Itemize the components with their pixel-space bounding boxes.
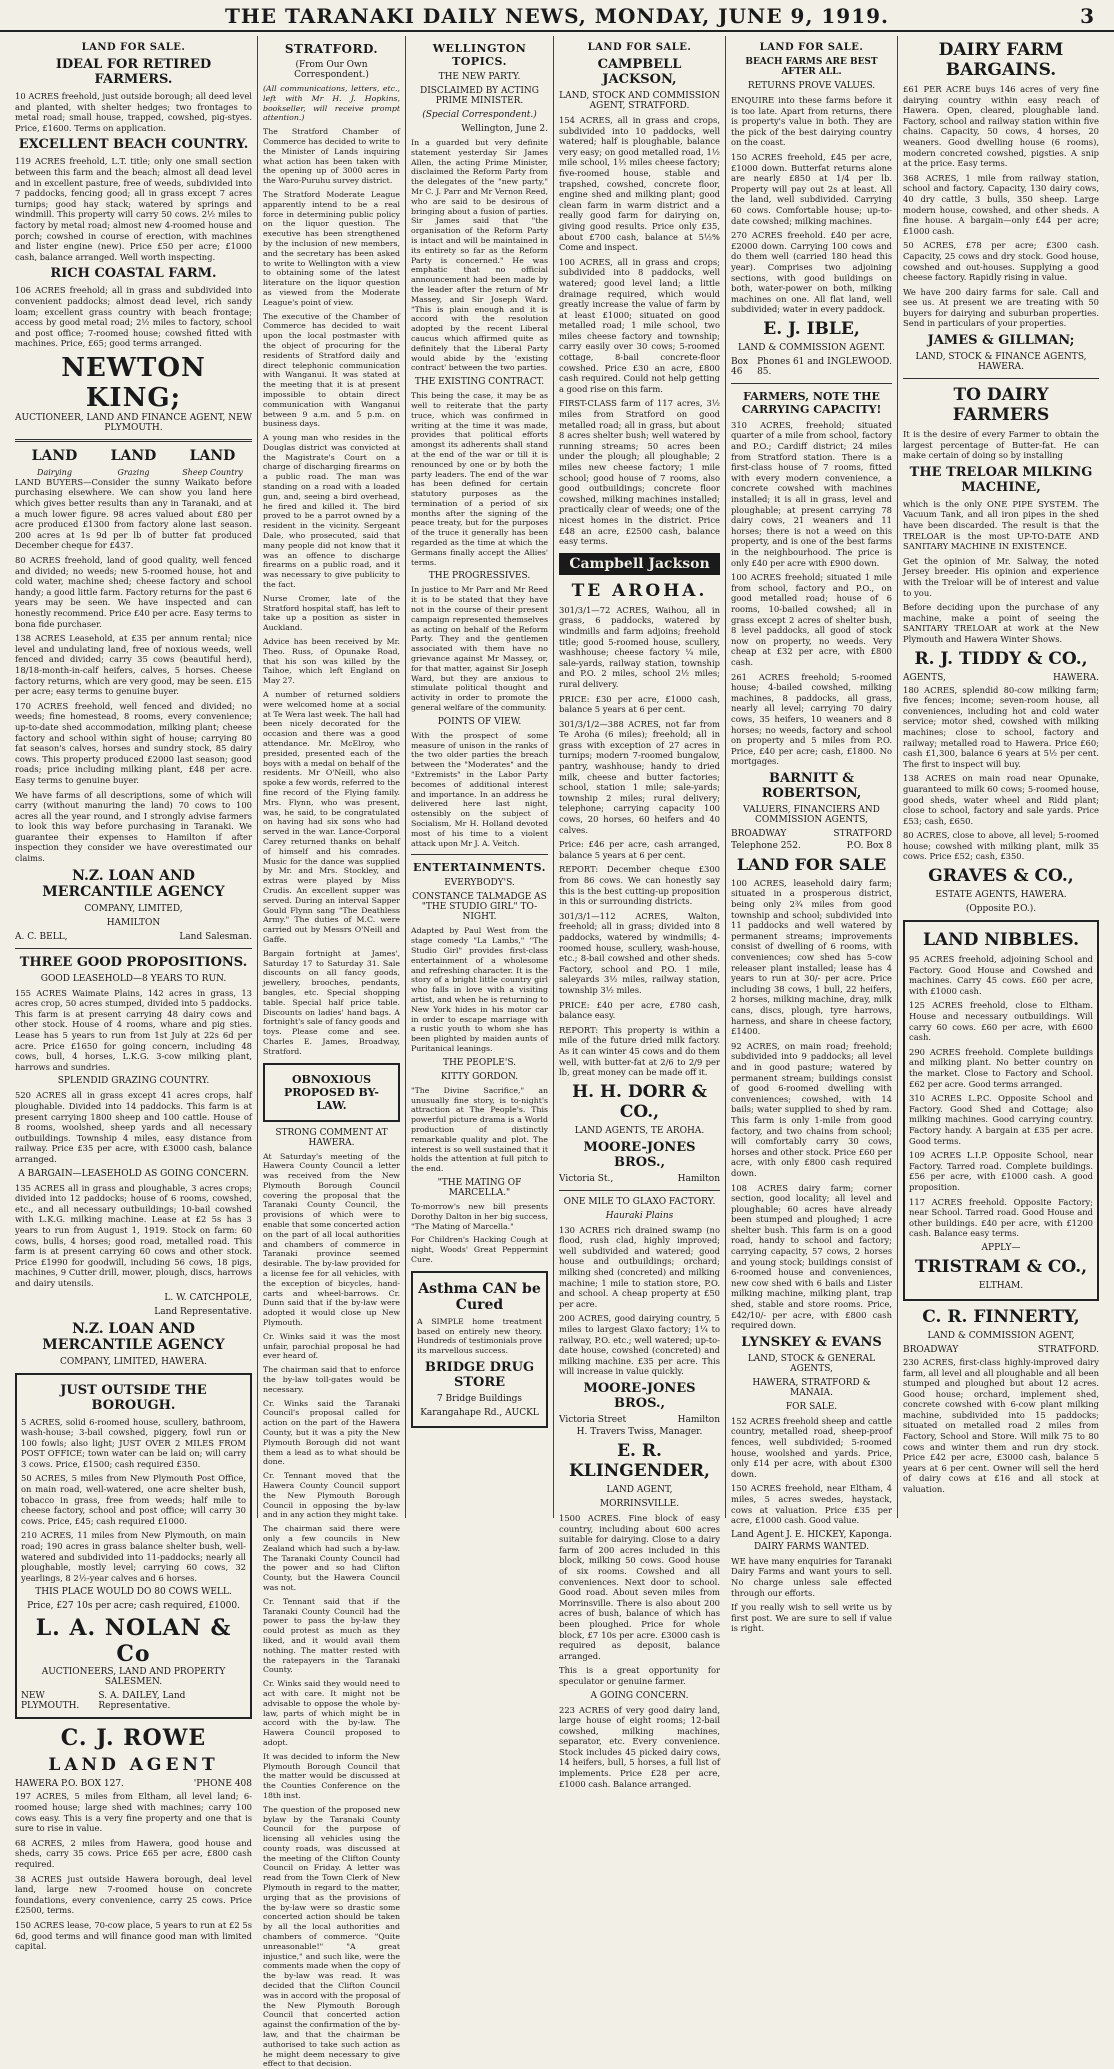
listing: 38 ACRES just outside Hawera borough, deal level land, large new 7-roomed house on concrete foundations, every convenience, carry 25 cows. Price £2500, terms. [15,1873,252,1916]
firm-location: (Opposite P.O.). [965,904,1037,915]
dateline: Wellington, June 2. [461,124,548,134]
ad-title: RICH COASTAL FARM. [50,266,217,282]
firm-location: TE AROHA. [571,580,708,601]
listing: We have farms of all descriptions, some of which will carry (without manuring the land) 70 cows to 100 acres all the year round, and I strongly advise farmers to look this way before purchasing in Taranaki. We guarantee their expenses to Hamilton if after inspection they consider we have overestimated our claims. [15,789,252,864]
firm-subtitle: AUCTIONEERS, LAND AND PROPERTY SALESMEN. [41,1667,226,1688]
listing: 261 ACRES freehold; 5-roomed house; 4-bailed cowshed, milking machines, 8 paddocks, all grass, nearly all level; carrying 70 dairy cows, 35 heifers, 10 weaners and 8 horses; no weeds, factory and school on property and 5 miles from P.O. Price, £40 per acre; cash, £1800. No mortgages. [731,671,892,767]
firm-location: NEW PLYMOUTH. [21,1691,80,1712]
listing: 150 ACRES freehold, £45 per acre, £1000 down. Butterfat returns alone are nearly £850 at 1/4 per lb. Property will pay out 2s at least. All the land, well subdivided. Carrying 60 cows. Comfortable house; up-to-date cowshed; milking machines. [731,151,892,226]
article-paragraph: Cr. Tennant moved that the Hawera County Council support the New Plymouth Borough Council in opposing the by-law and in any action they might take. [263,1471,400,1520]
listing: LAND BUYERS—Consider the sunny Waikato before purchasing elsewhere. We can show you land here which gives better results than any in Taranaki, and at a much lower figure. 98 acres valued about £80 per acre produced £1300 from factory alone last season. 200 acres at 1s 9d per lb of butter fat produced December cheque for £437. [15,476,252,551]
article-paragraph: A young man who resides in the Douglas district was convicted at the Magistrate's Court on a charge of discharging firearms on a public road. The man was standing on a road with a loaded gun, and, seeing a bird overhead, he fired and killed it. The bird proved to be a parrot owned by a resident in the vicinity. Sergeant Dale, who prosecuted, said that many people did not know that it was an offence to discharge firearms on a public road, and it was necessary to give publicity to the fact. [263,433,400,590]
section-header: LAND FOR SALE. [759,42,864,53]
ad-firm: BRIDGE DRUG STORE [424,1359,535,1390]
ad-subtitle: A BARGAIN—LEASEHOLD AS GOING CONCERN. [18,1168,249,1179]
ad-body: A SIMPLE home treatment based on entirely new theory. Hundreds of testimonials prove its marvellous success. [417,1316,542,1356]
firm-name: E. J. IBLE, [763,318,860,339]
section-subtitle: THE PEOPLE'S. [442,1057,517,1068]
firm-name: MOORE-JONES BROS., [583,1381,696,1411]
ad-title: DAIRY FARM BARGAINS. [938,40,1064,80]
firm-location-row [731,829,892,839]
section-header: ENTERTAINMENTS. [413,861,546,875]
article-paragraph: To-morrow's new bill presents Dorothy Dalton in her big success, "The Mating of Marcella." [411,1201,548,1231]
land-heading: LAND [189,447,236,464]
firm-name: C. R. FINNERTY, [922,1306,1080,1327]
column-5 [726,36,898,1634]
listing: 310 ACRES L.P.C. Opposite School and Factory. Good Shed and Cottage; also milking machines. Good carrying country. Factory handy. A bargain at £35 per acre. Good terms. [909,1093,1093,1146]
land-heading: LAND [31,447,78,464]
firm-name: LYNSKEY & EVANS [741,1334,882,1350]
firm-location: HAMILTON [106,917,161,928]
ad-title: IDEAL FOR RETIRED FARMERS. [55,57,212,87]
article-note: (All communications, letters, etc., left with Mr H. J. Hopkins, bookseller, will receive prompt attention.) [263,84,400,123]
divider [411,854,548,855]
listing: If you really wish to sell write us by first post. We are sure to sell if value is right. [731,1602,892,1634]
listing-price: PRICE: £30 per acre, £1000 cash, balance 5 years at 6 per cent. [559,693,720,715]
listing: 368 ACRES, 1 mile from railway station, school and factory. Capacity, 130 dairy cows, 40 dry cattle, 3 bulls, 350 sheep. Large modern house, cowshed, and other sheds. A fine house. A bargain—only £44 per acre; £1000 cash. [903,172,1099,236]
listing: 1500 ACRES. Fine block of easy country, including about 600 acres suitable for dairying. Close to a dairy farm of 200 acres included in this block, milking 50 cows. Good house of six rooms. Cowshed and all conveniences. Next door to school. Good road. About seven miles from Morrinsville. There is also about 200 acres of bush, balance of which has been ploughed. Price for whole block, £7 10s per acre. £3000 cash is required as deposit, balance arranged. [559,1513,720,1661]
signature-name: L. W. CATCHPOLE, [164,1292,252,1303]
section-subtitle: (From Our Own Correspondent.) [294,60,369,80]
firm-subtitle: LAND AGENT [48,1755,219,1776]
ad-title: ONE MILE TO GLAXO FACTORY. [563,1196,716,1207]
listing: 310 ACRES, freehold; situated quarter of a mile from school, factory and P.O.; Cardiff district; 24 miles from Stratford station. There is a first-class house of 7 rooms, fitted with every modern convenience, a concrete cowshed with machines installed; it is all in grass, level and ploughable; at present carrying 78 dairy cows, 21 weaners and 11 horses; there is not a weed on this property, and is one of the best farms in the neighbourhood. The price is only £40 per acre with £900 down. [731,419,892,568]
firm-subtitle: LAND & COMMISSION AGENT. [737,342,886,353]
masthead [0,0,1114,32]
section-subtitle: THE NEW PARTY. [438,72,521,82]
signature-name: J. E. HICKEY, [786,1529,847,1540]
firm-address: Victoria Street [559,1415,627,1425]
firm-location-row [15,1779,252,1789]
land-heading-row [15,448,252,464]
signature-row [15,932,252,942]
bylaw-headline-box [263,1063,400,1122]
ad-body: Before deciding upon the purchase of any machine, make a point of seeing the SANITARY TRELOAR at work at the New Plymouth and Hawera Winter Shows. [903,602,1099,644]
ad-subtitle: Hauraki Plains [605,1210,674,1221]
firm-location-row [21,1691,246,1711]
firm-manager: H. Travers Twiss, Manager. [576,1427,703,1437]
firm-location-row [903,1345,1099,1355]
listing: 270 ACRES freehold. £40 per acre, £2000 down. Carrying 100 cows and do them well (carried 180 head this year). Comprises two adjoining sections, with good buildings on both, water-power on both, milking machines on one. All flat land, well subdivided; water in every paddock. [731,230,892,315]
ad-note: THIS PLACE WOULD DO 80 COWS WELL. [35,1587,232,1598]
divider [731,383,892,384]
listing: 230 ACRES, first-class highly-improved dairy farm, all level and all ploughable and all been stumped and ploughed but about 12 acres. Good house; orchard, implement shed, concrete cowshed with 6-cow plant milking machine, subdivided into 15 paddocks; situated on metalled road 2 miles from Factory, School and Store. Will milk 75 to 80 cows and winter them and run dry stock. Price £42 per acre, £3000 cash, balance 5 years at 6 per cent. Owner will sell the herd of dairy cows at £16 and all stock at valuation. [903,1356,1099,1495]
land-subheading: Grazing [117,467,150,477]
ad-title: LAND FOR SALE [736,854,887,874]
firm-street: BROADWAY [903,1344,959,1355]
article-paragraph: The question of the proposed new bylaw by the Taranaki County Council for the purpose of licensing all vehicles using the county roads, was discussed at the meeting of the Clifton County Council on Friday. A letter was read from the Town Clerk of New Plymouth in regard to the matter, urging that as the provisions of the by-law were so drastic some concerted action should be taken by all the local authorities and chambers of commerce. "Quite unreasonable!" "A great injustice," and such like, were the comments made when the copy of the by-law was read. It was decided that the Clifton Council was in accord with the proposal of the New Plymouth Borough Council that concerted action against the confirmation of the by-law, and that the chairman be authorised to take such action as he might deem necessary to give effect to that decision. [263,1804,400,2069]
article-paragraph: Nurse Cromer, late of the Stratford hospital staff, has left to take up a position as sister in Auckland. [263,593,400,633]
firm-subtitle: COMPANY, LIMITED, HAWERA. [59,1356,208,1367]
article-paragraph: In a guarded but very definite statement yesterday Sir James Allen, the acting Prime Minister, disclaimed the Reform Party from the delegates of the "new party," Mr C. J. Parr and Mr Vernon Reed, who are said to be desirous of bringing about a fusion of parties. Sir James said that "the organisation of the Reform Party is intact and will be maintained in its entirety so far as the Reform Party is concerned." He was emphatic that no official announcement had been made by the leader after the return of Mr Massey, and Sir Joseph Ward. "This is plain enough and it is accord with the resolution adopted by the recent Liberal caucus which affirmed quite as definitely that the Liberal Party would abide by the 'existing contract' between the two parties. [411,138,548,373]
firm-name: H. H. DORR & CO., [572,1081,707,1122]
firm-subtitle: LAND & COMMISSION AGENT, [927,1330,1075,1341]
firm-name: N.Z. LOAN AND MERCANTILE AGENCY [42,867,225,900]
signature-role: Land Salesman. [179,931,252,942]
article-paragraph: A number of returned soldiers were welcomed home at a social at Te Wera last week. The hall had been nicely decorated for the occasion and there was a good attendance. Mr. McElroy, who presided, presented each of the boys with a medal on behalf of the residents. Mr O'Neill, who also spoke a few words, referred to the fine record of the Flying family. Mrs. Flynn, who was present, was, he said, to be congratulated on having had six sons who had served in the war. Lance-Corporal Carey returned thanks on behalf of himself and his comrades. Music for the dance was supplied by Mr. and Mrs. Stockley, and extras were played by Miss Crudis. An excellent supper was served. During an interval Sapper Gould Flynn sang "The Deathless Army." The duties of M.C. were carried out by Messrs O'Neill and Gaffe. [263,690,400,944]
firm-city: STRATFORD [833,828,892,839]
firm-city: INGLEWOOD. [827,356,892,367]
listing: 92 ACRES, on main road; freehold; subdivided into 9 paddocks; all level and in good pasture; watered by permanent stream; buildings consist of good 6-roomed dwelling with conveniences; cowshed, with 14 bails; water supplied to shed by ram. This farm is only 1-mile from good factory, and two chains from school; will comfortably carry 30 cows, horses and other stock. Price £60 per acre, with only £800 cash required down. [731,1040,892,1178]
land-nibbles-box [903,920,1099,1301]
firm-location: MORRINSVILLE. [599,1499,680,1509]
article-paragraph: Advice has been received by Mr. Theo. Russ, of Opunake Road, that his son was killed by the Taihoe, which left England on May 27. [263,637,400,686]
newspaper-title: THE TARANAKI DAILY NEWS, MONDAY, JUNE 9, 1919. [224,4,889,28]
section-subtitle: DISCLAIMED BY ACTING PRIME MINISTER. [420,86,539,106]
listing: 200 ACRES, good dairying country, 5 miles to largest Glaxo factory; 1¼ to railway, P.O. etc.; well watered; up-to-date house, cowshed (concreted) and milking machine. £35 per acre. This will increase in value quickly. [559,1313,720,1377]
firm-city: STRATFORD. [1037,1344,1099,1355]
firm-name: R. J. TIDDY & CO., [914,648,1088,669]
listing: 109 ACRES L.I.P. Opposite School, near Factory. Tarred road. Complete buildings. £56 per acre, with £1000 cash. A good proposition. [909,1150,1093,1192]
firm-street: BROADWAY [731,828,787,839]
firm-city: Hamilton [677,1173,720,1184]
ad-title: Asthma CAN be Cured [418,1280,541,1313]
firm-name: NEWTON KING; [61,352,206,413]
article-paragraph: The chairman said there were only a few councils in New Zealand which had such a by-law. The Taranaki County Council had the power and so had Clifton County, but the Hawera Council was not. [263,1524,400,1592]
article-paragraph: This being the case, it may be as well to reiterate that the party truce, which was confirmed in writing at the time it was made, provides that political efforts amongst its adherents shall stand at the end of the war or till it is renounced by one or by both the party leaders. The end of the war has been defined for certain statutory purposes as the termination of a period of six months after the signing of the peace treaty, but for the purposes of the truce it generally has been regarded as the time at which the Germans finally accept the Allies' terms. [411,391,548,567]
listing: 170 ACRES freehold, well fenced and divided; no weeds; fine homestead, 8 rooms, every convenience; up-to-date shed accommodation, milking plant; cheese factory and school within sight of house; carrying 80 fat season's calves, horses and sundry stock, 85 dairy cows. This property produced £2000 last season; good roads; price including milking plant, £48 per acre. Easy terms to genuine buyer. [15,700,252,785]
listing: FIRST-CLASS farm of 117 acres, 3½ miles from Stratford on good metalled road; all in grass, but about 8 acres shelter bush; well watered by running streams; 50 acres been under the plough; all ploughable; 2 miles new cheese factory; 1 mile school; good house of 7 rooms, also good outbuildings; concrete floor cowshed, milking machines installed; practically clear of weeds; one of the nicest homes in the district. Price £48 an acre, £2500 cash, balance easy terms. [559,398,720,547]
ad-subtitle: SPLENDID GRAZING COUNTRY. [57,1076,210,1087]
listing: 138 ACRES on main road near Opunake, guaranteed to milk 60 cows; 5-roomed house, good sheds, water wheel and Ridd plant; close to school, factory and sale yards. Price £53; cash, £650. [903,773,1099,826]
listing: 100 ACRES, leasehold dairy farm; situated in a prosperous district, being only 2¾ miles from good township and school; subdivided into 11 paddocks and well watered by permanent streams; improvements consist of dwelling of 6 rooms, with conveniences; cow shed has 5-cow releaser plant installed; lease has 4 years to run at 30/- per acre. Price including 38 cows, 1 bull, 22 heifers, 2 horses, milking machine, dray, milk cans, discs, plough, tyre harrows, harness, and share in cheese factory, £1400. [731,877,892,1037]
ad-title: BEACH FARMS ARE BEST AFTER ALL. [745,57,878,77]
column-2 [258,36,406,2069]
firm-name: L. A. NOLAN & Co [35,1615,232,1668]
article-paragraph: It was decided to inform the New Plymouth Borough Council that the matter would be discussed at the Counties Conference on the 18th inst. [263,1751,400,1800]
firm-subtitle: VALUERS, FINANCIERS AND COMMISSION AGENTS, [743,804,880,825]
listing: 50 ACRES, 5 miles from New Plymouth Post Office, on main road, well-watered, one acre shelter bush, tobacco in grass, free from weeds; half mile to cheese factory, school and post office; will carry 30 cows. Price, £45; cash required £1000. [21,1473,246,1526]
listing: 155 ACRES Waimate Plains, 142 acres in grass, 13 acres crop, 50 acres stumped, divided into 5 paddocks. This farm is at present carrying 48 dairy cows and other stock. House of 4 rooms, whare and pig sties. Lease has 5 years to run from 1st July at 22s 6d per acre. Price £1650 for going concern, including 48 cows, bull, 4 horses, L.K.G. 3-cow milking plant, harrows and sundries. [15,987,252,1072]
divider [15,948,252,949]
section-subtitle: CONSTANCE TALMADGE AS "THE STUDIO GIRL" TO-NIGHT. [412,892,547,923]
firm-name: BARNITT & ROBERTSON, [761,770,862,801]
section-subtitle: KITTY GORDON. [440,1071,519,1082]
firm-representative: S. A. DAILEY, Land Representative. [98,1691,186,1712]
firm-location: ELTHAM. [978,1280,1024,1291]
listing: 5 ACRES, solid 6-roomed house, scullery, bathroom, wash-house; 3-bail cowshed, piggery, fowl run or 100 fowls; also light; JUST OVER 2 MILES FROM POST OFFICE; town water can be laid on; will carry 3 cows. Price, £1500; cash required £350. [21,1416,246,1469]
firm-name: N.Z. LOAN AND MERCANTILE AGENCY [42,1320,225,1353]
listing: 117 ACRES freehold. Opposite Factory; near School. Tarred road. Good House and other buildings. £40 per acre, with £1200 cash. Balance easy terms. [909,1196,1093,1239]
listing-price: PRICE: £40 per acre, £780 cash, balance easy. [559,999,720,1021]
firm-phone: Phones 61 and 85. [757,356,825,377]
divider [15,439,252,442]
listing: 154 ACRES, all in grass and crops, subdivided into 10 paddocks, well watered; half is ploughable, balance very easy; on good metalled road, 1½ mile school, 1½ miles cheese factory; five-roomed house, stable and trapshed, cowshed, concrete floor, engine shed and milking plant; good clean farm in warm district and a really good farm for dairying on, giving good results. Price only £35, about £700 cash, balance at 5½% Come and inspect. [559,115,720,253]
article-paragraph: Cr. Winks said the Taranaki Council's proposal called for action on the part of the Hawera County, but it was a pity the New Plymouth Borough did not want them a lead as to what should be done. [263,1398,400,1467]
firm-location: HAWERA, STRATFORD & MANAIA. [752,1377,871,1398]
firm-location-row [559,1415,720,1425]
firm-subtitle: LAND AGENTS, TE AROHA. [574,1125,705,1136]
ad-title: JUST OUTSIDE THE BOROUGH. [60,1382,207,1413]
ad-subtitle: GOOD LEASEHOLD—8 YEARS TO RUN. [40,973,227,984]
signature-city: Kaponga. [848,1529,892,1540]
firm-name: JAMES & GILLMAN; [927,333,1075,349]
listing: 223 ACRES of very good dairy land, large house of eight rooms; 12-bail cowshed, milking machines, separator, etc. Every convenience. Stock includes 45 picked dairy cows, 14 heifers, bull, 5 horses, a full list of implements. Price £28 per acre, £1000 cash. Balance arranged. [559,1704,720,1789]
apply-label: APPLY— [981,1242,1021,1253]
listing: 100 ACRES, all in grass and crops; subdivided into 8 paddocks, well watered; good level land; a little drainage required, which would greatly increase the value of farm by at least £1000; situated on good metalled road; 1 mile school, two miles cheese factory and township; carry easily over 30 cows; 5-roomed cottage, 8-bail concrete-floor cowshed. Price £30 an acre, £800 cash required. Could not help getting a good rise on this farm. [559,256,720,394]
listing: 150 ACRES lease, 70-cow place, 5 years to run at £2 5s 6d, good terms and will finance good man with limited capital. [15,1919,252,1952]
listing: 301/3/1—72 ACRES, Waihou, all in grass, 6 paddocks, watered by windmills and farm adjoins; freehold title; good 5-roomed house, scullery, washhouse; cheese factory ¼ mile, sale-yards, railway station, township and P.O. 2 miles, school 2½ miles; rural delivery. [559,604,720,689]
ad-title: FARMERS, NOTE THE CARRYING CAPACITY! [741,389,882,416]
section-header: LAND FOR SALE. [81,42,186,53]
land-subheading-row [15,468,252,477]
article-paragraph: The executive of the Chamber of Commerce has decided to wait upon the local postmaster with the object of procuring for the residents of Stratford daily and direct telephonic communication with Wanganui. It was stated at the meeting that it is at present impossible to obtain direct communication with Wanganui between 9 a.m. and 5 p.m. on business days. [263,311,400,429]
divider [559,1190,720,1191]
listing-report: REPORT: This property is within a mile of the future dried milk factory. As it can winter 45 cows and do them well, with butter-fat at 2/6 to 2/9 per lb, great money can be made off it. [559,1024,720,1078]
ad-title: A GOING CONCERN. [590,1690,689,1701]
firm-phone: Telephone 252. [731,840,801,851]
section-header: WELLINGTON TOPICS. [432,42,527,68]
firm-city: HAWERA. [1053,672,1099,683]
listing: 119 ACRES freehold, L.T. title; only one small section between this farm and the beach; almost all dead level and in excellent pasture, free of weeds, subdivided into 7 paddocks, fencing good; all in grass except 7 acres turnips; good hay stack; watered by springs and windmill. This property will carry 50 cows. 2½ miles to factory by metal road; almost new 4-roomed house and porch; cowshed in course of erection, with machines and lister engine (new). Price £50 per acre; £1000 cash, balance arranged. Well worth inspecting. [15,156,252,262]
column-3 [406,36,554,1518]
ad-address: Karangahape Rd., AUCKL [420,1407,539,1418]
listing: 301/3/1—112 ACRES, Walton, freehold; all in grass; divided into 8 paddocks, watered by windmills; 4-roomed house, scullery, wash-house, etc.; 8-bail cowshed and other sheds. Factory, school and P.O. 1 mile, saleyards 3½ miles, railway station, township 3½ miles. [559,910,720,995]
section-subtitle: EVERYBODY'S. [444,878,515,889]
firm-location-row [731,357,892,377]
signature-name: A. C. BELL, [15,931,68,942]
ad-subtitle: RETURNS PROVE VALUES. [747,81,876,91]
listing: 68 ACRES, 2 miles from Hawera, good house and sheds, carry 35 cows. Price £65 per acre, £800 cash required. [15,1837,252,1869]
ad-body: which is the only ONE PIPE SYSTEM. The Vacuum Tank, and all iron pipes in the shed have been discarded. The result is that the TRELOAR is the most UP-TO-DATE AND SANITARY MACHINE IN EXISTENCE. [903,498,1099,552]
ad-body: It is the desire of every Farmer to obtain the largest percentage of Butter-fat. He can make certain of doing so by installing [903,429,1099,461]
listing: 95 ACRES freehold, adjoining School and Factory. Good House and Cowshed and machines. Carry 45 cows. £60 per acre, with £1000 cash. [909,954,1093,996]
firm-address: Victoria St., [559,1173,614,1184]
article-subhead: STRONG COMMENT AT HAWERA. [275,1127,388,1148]
listing: £61 PER ACRE buys 146 acres of very fine dairying country within easy reach of Hawera. Open, cleared, ploughable land. Factory, school and railway station within five chains. Capacity, 50 cows, 4 horses, 20 weaners. Good dwelling house (6 rooms), modern concreted cowshed, pigsties. A snip at the price. Easy terms. [903,84,1099,169]
listing: 100 ACRES freehold; situated 1 mile from school, factory and P.O., on good metalled road; house of 6 rooms, 10-bailed cowshed; all in grass except 2 acres of shelter bush, 8 level paddocks, all good of stock now on property, no weeds. Very cheap at £32 per acre, with £800 cash. [731,572,892,667]
signature-role: Land Agent [731,1529,784,1540]
section-header: LAND FOR SALE. [587,42,692,53]
listing: 108 ACRES dairy farm; corner section, good locality; all level and ploughable; 60 acres have already been stumped and ploughed; 1 acre shelter bush. This farm is on a good road, handy to school and factory; carrying capacity, 57 cows, 2 horses and young stock; buildings consist of 6-roomed house and conveniences, new cow shed with 6 bails and Lister milking machine, milking plant, trap shed, stable and store rooms. Price, £42/10/- per acre, with £800 cash required down. [731,1182,892,1331]
article-paragraph: Cr. Winks said it was the most unfair, parochial proposal he had ever heard of. [263,1331,400,1361]
article-paragraph: Cr. Tennant said that if the Taranaki County Council had the power to pass the by-law they could protest as much as they liked, and it would avail them nothing. The matter rested with the ratepayers in the Taranaki County. [263,1596,400,1675]
listing: 180 ACRES, splendid 80-cow milking farm; five fences; income; seven-room house, all conveniences, including hot and cold water service; motor shed, cowshed with milking machines; close to school, factory and railway; metalled road to Hawera. Price £60; cash £1,300, balance 6 years at 5½ per cent. The first to inspect will buy. [903,684,1099,769]
asthma-ad [411,1271,548,1428]
listing: 80 ACRES, close to above, all level; 5-roomed house; cowshed with milking plant, milk 35 cows. Price £52; cash, £350. [903,830,1099,862]
firm-role: AGENTS, [903,672,946,683]
listing: 197 ACRES, 5 miles from Eltham, all level land; 6-roomed house; large shed with machines; carry 100 cows easy. This is a very fine property and one that is sure to rise in value. [15,1791,252,1834]
firm-subtitle: ESTATE AGENTS, HAWERA. [935,890,1067,901]
firm-subtitle: LAND, STOCK & GENERAL AGENTS, [747,1353,876,1374]
page-columns [10,36,1104,2069]
firm-subtitle: LAND, STOCK & FINANCE AGENTS, HAWERA. [915,352,1087,373]
firm-name: C. J. ROWE [60,1725,207,1752]
article-paragraph: The chairman said that to enforce the by-law toll-gates would be necessary. [263,1365,400,1394]
firm-subtitle: LAND AGENT, [606,1485,673,1495]
article-paragraph: Bargain fortnight at James', Saturday 17 to Saturday 31. Sale discounts on all fancy goods, jewellery, brooches, pendants, bangles, etc. Special shopping table. Special half price table. Discounts on ladies' hand bags. A fortnight's sale of fancy goods and toys. Please come and see. Charles E. James, Broadway, Stratford. [263,948,400,1056]
article-paragraph: At Saturday's meeting of the Hawera County Council a letter was received from the New Plymouth Borough Council covering the proposal that the Taranaki County Council, the provisions of which were to enable that some concerted action on the part of all local authorities and chambers of commerce in Taranaki province seemed desirable. The by-law provided for a license fee for all vehicles, with the exception of bicycles, hand-carts and wheel-barrows. Cr. Dunn said that if the by-law were adopted it would close up New Plymouth. [263,1151,400,1328]
firm-banner: Campbell Jackson [559,553,720,575]
firm-box: Box 46 [731,356,749,377]
firm-subtitle: COMPANY, LIMITED, [84,903,183,914]
land-subheading: Sheep Country [182,467,243,477]
listing: 130 ACRES rich drained swamp (no flood, rush clad, highly improved; well subdivided and watered; good house and outbuildings; orchard; milking shed (concreted) and milking machine; 1 mile to station store, P.O. and school. A cheap property at £50 per acre. [559,1224,720,1309]
firm-phone: 'PHONE 408 [193,1779,252,1790]
listing-price: Price: £46 per acre, cash arranged, balance 5 years at 6 per cent. [559,839,720,860]
article-subhead: THE PROGRESSIVES. [428,571,531,582]
land-heading: LAND [110,447,157,464]
firm-location-row [559,1174,720,1184]
listing: We have 200 dairy farms for sale. Call and see us. At present we are treating with 50 buyers for dairying and suburban properties. Send in particulars of your properties. [903,286,1099,329]
firm-location: HAWERA P.O. BOX 127. [15,1779,124,1790]
listing: 520 ACRES all in grass except 41 acres crops, half ploughable. Divided into 14 paddocks. This farm is at present carrying 1800 sheep and 100 cattle. House of 8 rooms, woolshed, sheep yards and all necessary outbuildings. Township 4 miles, easy distance from railway. Price £35 per acre, with £3000 cash, balance arranged. [15,1090,252,1164]
listing: 301/3/1/2—388 ACRES, not far from Te Aroha (6 miles); freehold; all in grass with exception of 27 acres in turnips; modern 7-roomed bungalow, pantry, washhouse; handy to dried milk, cheese and butter factories; school, station 1 mile; sale-yards; township 2 miles; rural delivery; telephone; carrying capacity 100 cows, 20 horses, 60 heifers and 40 calves. [559,718,720,835]
article-subhead: THE EXISTING CONTRACT. [414,377,545,388]
listing: 50 ACRES, £78 per acre; £300 cash. Capacity, 25 cows and dry stock. Good house, cowshed and out-houses. Supplying a good cheese factory. Rapidly rising in value. [903,240,1099,283]
section-subtitle: (Special Correspondent.) [422,110,537,120]
listing: 152 ACRES freehold sheep and cattle country, metalled road, sheep-proof fences, well subdivided; 5-roomed house, woolshed and yards. Price, only £14 per acre, with about £300 down. [731,1415,892,1479]
listing: 150 ACRES freehold, near Eltham, 4 miles, 5 acres swedes, haystack, cows at valuation. Price £35 per acre, £1000 cash. Good value. [731,1483,892,1526]
section-header: STRATFORD. [284,42,379,56]
page-number: 3 [1080,4,1094,28]
article-paragraph: "The Divine Sacrifice," an unusually fine story, is to-night's attraction at The People's. This powerful picture drama is a World production of distinctly remarkable quality and plot. The interest is so well sustained that it holds the attention at full pitch to the end. [411,1085,548,1174]
firm-name: MOORE-JONES BROS., [583,1139,696,1170]
ad-product: THE TRELOAR MILKING MACHINE, [909,464,1093,495]
ad-note: Price, £27 10s per acre; cash required, £1000. [27,1601,240,1612]
ad-title: FOR SALE. [785,1401,838,1412]
signature-row [731,1530,892,1540]
ad-title: THREE GOOD PROPOSITIONS. [19,954,248,970]
ad-body: Get the opinion of Mr. Salway, the noted Jersey breeder. His opinion and experience with the Treloar will be of interest and value to you. [903,555,1099,598]
column-1 [10,36,258,1952]
firm-box: P.O. Box 8 [846,840,892,851]
signature-role: Land Representative. [154,1306,252,1317]
firm-name: CAMPBELL JACKSON, [597,57,682,87]
ad-title: LAND NIBBLES. [922,930,1080,951]
article-paragraph: The Stratford Chamber of Commerce has decided to write to the Minister of Lands inquiring what action has been taken with the opening up of 3000 acres in the Waro-Puruhu survey district. [263,127,400,186]
article-subhead: POINTS OF VIEW. [437,716,522,727]
column-4 [554,36,726,1789]
land-subheading: Dairying [37,467,72,477]
listing: 125 ACRES freehold, close to Eltham. House and necessary outbuildings. Will carry 60 cows. £60 per acre, with £600 cash. [909,1000,1093,1043]
listing: 290 ACRES freehold. Complete buildings and milking plant. No better country on the market. Close to Factory and School. £62 per acre. Good terms arranged. [909,1046,1093,1089]
article-paragraph: For Children's Hacking Cough at night, Woods' Great Peppermint Cure. [411,1235,548,1264]
ad-title: EXCELLENT BEACH COUNTRY. [18,137,249,153]
ad-title: DAIRY FARMS WANTED. [753,1541,870,1552]
listing: WE have many enquiries for Taranaki Dairy Farms and want yours to sell. No charge unless sale effected through our efforts. [731,1555,892,1598]
article-paragraph: The Stratford Moderate League apparently intend to be a real force in determining public policy on the liquor question. The executive has been strengthened by the inclusion of new members, and the secretary has been asked to write to Wellington with a view to obtaining some of the latest literature on the liquor question as viewed from the Moderate League's point of view. [263,189,400,307]
listing: 135 ACRES all in grass and ploughable, 3 acres crops; divided into 12 paddocks; house of 6 rooms, cowshed, etc., and all necessary outbuildings; 10-bail cowshed with L.K.G. milking machine. Lease at £2 5s has 3 years to run from August 1, 1919. Stock on farm: 60 cows, bulls, 4 horses; good road, metalled road. This farm is at present carrying 60 cows and other stock. Price £1990 for goodwill, including 56 cows, 18 pigs, machines, 9 Cutter drill, mower, plough, discs, harrows and dairy utensils. [15,1182,252,1288]
firm-name: E. R. KLINGENDER, [569,1441,710,1481]
column-6 [898,36,1104,1518]
listing-note: This is a great opportunity for speculator or genuine farmer. [559,1665,720,1686]
article-paragraph: Adapted by Paul West from the stage comedy "La Lambs," "The Studio Girl" provides first-class entertainment of a wholesome and refreshing character. It is the story of a bright little country girl who falls in love with a visiting artist, and when he is returning to New York hides in his motor car in order to escape marriage with a rustic youth to whom she has been plighted by maiden aunts of Puritanical leanings. [411,926,548,1053]
listing: 10 ACRES freehold, just outside borough; all deed level and planted, with shelter hedges; two frontages to metal road; small house, trapped, cowshed, pig-styes. Price, £1600. Terms on application. [15,91,252,133]
firm-subtitle: LAND, STOCK AND COMMISSION AGENT, STRATFORD. [559,91,720,111]
divider [903,378,1099,379]
firm-contact-row [731,841,892,851]
ad-address: 7 Bridge Buildings [436,1393,523,1404]
article-headline: OBNOXIOUS PROPOSED BY-LAW. [284,1072,379,1112]
ad-title: TO DAIRY FARMERS [952,385,1050,426]
article-paragraph: With the prospect of some measure of unison in the ranks of the two older parties the breach between the "Moderates" and the "Extremists" in the Labor Party becomes of additional interest and importance. In an address he delivered here last night, ostensibly on the subject of Socialism, Mr H. Holland devoted most of his time to a violent attack upon Mr J. A. Veitch. [411,730,548,848]
listing: 138 ACRES Leasehold, at £35 per annum rental; nice level and undulating land, free of noxious weeds, well fenced and divided; carry 35 cows (beautiful herd), 18/18-month-in-calf heifers, calves, 5 horses. Cheese factory returns, which are very good, may be seen. £15 per acre; easy terms to genuine buyer. [15,633,252,697]
listing-report: REPORT: December cheque £300 from 86 cows. We can honestly say this is the best cutting-up proposition in this or surrounding districts. [559,864,720,907]
listing: 80 ACRES freehold, land of good quality, well fenced and divided; no weeds; new 5-roomed house, hot and cold water, machine shed; cheese factory and school handy; a good little farm. Factory returns for the past 6 years may be seen. We have inspected and can honestly recommend. Price £40 per acre. Easy terms to bona fide purchaser. [15,555,252,629]
article-paragraph: In justice to Mr Parr and Mr Reed it is to be stated that they have not in the course of their present campaign represented themselves as acting on behalf of the Reform Party. They and the gentlemen associated with them have no grievance against Mr Massey, or, for that matter, against Sir Joseph Ward, but they are anxious to stimulate political thought and activity in order to promote the general welfare of the community. [411,585,548,713]
firm-name: GRAVES & CO., [928,866,1074,887]
listing: 210 ACRES, 11 miles from New Plymouth, on main road; 190 acres in grass balance shelter bush, well-watered and subdivided into 11-paddocks; nearly all ploughable, mostly level; carrying 60 cows, 32 yearlings, 8 2½-year calves and 6 horses. [21,1530,246,1583]
firm-name: TRISTRAM & CO., [914,1256,1088,1277]
firm-location-row [903,673,1099,683]
borough-ad-box [15,1373,252,1720]
listing: ENQUIRE into these farms before it is too late. Apart from returns, there is property's value in both. They are the pick of the best dairying country on the coast. [731,95,892,148]
firm-city: Hamilton [677,1415,720,1425]
listing: 106 ACRES freehold; all in grass and subdivided into convenient paddocks; almost dead level, rich sandy loam; excellent grass country with beach frontage; access by good metal road; 2½ miles to factory, school and post office; 7-roomed house; cowshed fitted with machines. Price, £65; good terms arranged. [15,285,252,349]
article-paragraph: Cr. Winks said they would need to act with care. It might not be advisable to oppose the whole by-law, parts of which might be in accord with the by-law. The Hawera Council proposed to adopt. [263,1679,400,1747]
section-subtitle: "THE MATING OF MARCELLA." [437,1177,522,1198]
firm-subtitle: AUCTIONEER, LAND AND FINANCE AGENT, NEW PLYMOUTH. [15,412,252,433]
